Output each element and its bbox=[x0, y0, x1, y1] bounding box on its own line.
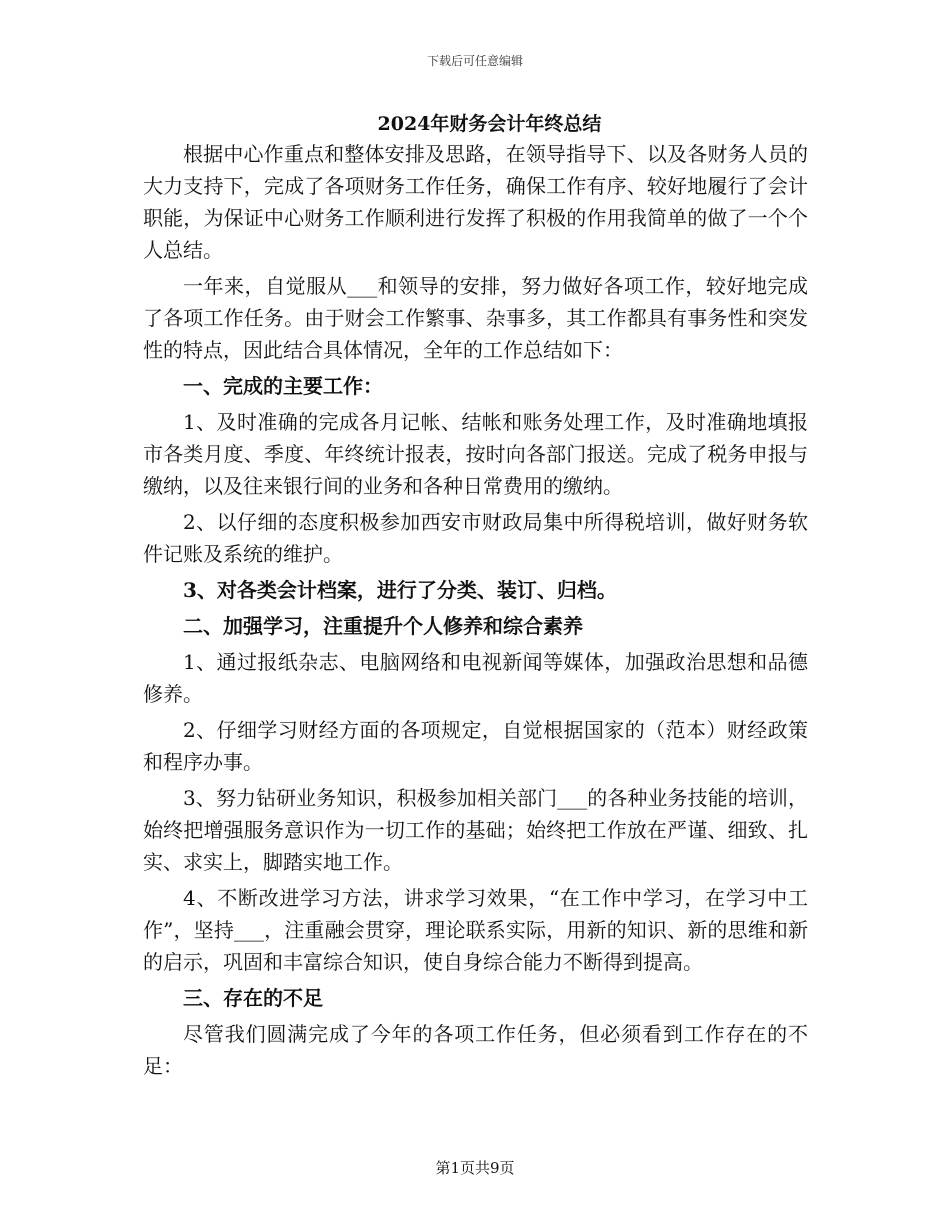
intro-paragraph: 根据中心作重点和整体安排及思路，在领导指导下、以及各财务人员的大力支持下，完成了各项财务工作任务，确保工作有序、较好地履行了会计职能，为保证中心财务工作顺利进行发挥了积极的作用我简单的做了一个个人总结。 bbox=[143, 142, 808, 262]
section-heading-shortcomings: 三、存在的不足 bbox=[183, 986, 323, 1010]
work-item-1: 1、及时准确的完成各月记帐、结帐和账务处理工作，及时准确地填报市各类月度、季度、年终统计报表，按时向各部门报送。完成了税务申报与缴纳，以及往来银行间的业务和各种日常费用的缴纳。 bbox=[143, 410, 808, 498]
document-title: 2024年财务会计年终总结 bbox=[377, 113, 602, 135]
page-footer: 第1页共9页 bbox=[435, 1159, 515, 1177]
overview-paragraph: 一年来，自觉服从___和领导的安排，努力做好各项工作，较好地完成了各项工作任务。由于财会工作繁事、杂事多，其工作都具有事务性和突发性的特点，因此结合具体情况，全年的工作总结如下： bbox=[143, 274, 808, 362]
work-item-2: 2、以仔细的态度积极参加西安市财政局集中所得税培训，做好财务软件记账及系统的维护。 bbox=[143, 510, 808, 566]
shortcomings-paragraph: 尽管我们圆满完成了今年的各项工作任务，但必须看到工作存在的不足： bbox=[143, 1022, 808, 1078]
learning-item-2: 2、仔细学习财经方面的各项规定，自觉根据国家的（范本）财经政策和程序办事。 bbox=[143, 718, 808, 774]
work-item-3: 3、对各类会计档案，进行了分类、装订、归档。 bbox=[183, 578, 617, 602]
learning-item-4: 4、不断改进学习方法，讲求学习效果，“在工作中学习，在学习中工作”，坚持___，注重融会贯穿，理论联系实际，用新的知识、新的思维和新的启示，巩固和丰富综合知识，使自身综合能力不断得到提高。 bbox=[143, 886, 808, 974]
section-heading-learning: 二、加强学习，注重提升个人修养和综合素养 bbox=[183, 614, 583, 638]
page-header: 下载后可任意编辑 bbox=[426, 54, 523, 68]
section-heading-main-work: 一、完成的主要工作： bbox=[183, 374, 383, 398]
learning-item-1: 1、通过报纸杂志、电脑网络和电视新闻等媒体，加强政治思想和品德修养。 bbox=[143, 650, 808, 706]
document-body bbox=[143, 110, 808, 1086]
learning-item-3: 3、努力钻研业务知识，积极参加相关部门___的各种业务技能的培训，始终把增强服务意识作为一切工作的基础；始终把工作放在严谨、细致、扎实、求实上，脚踏实地工作。 bbox=[143, 786, 808, 874]
